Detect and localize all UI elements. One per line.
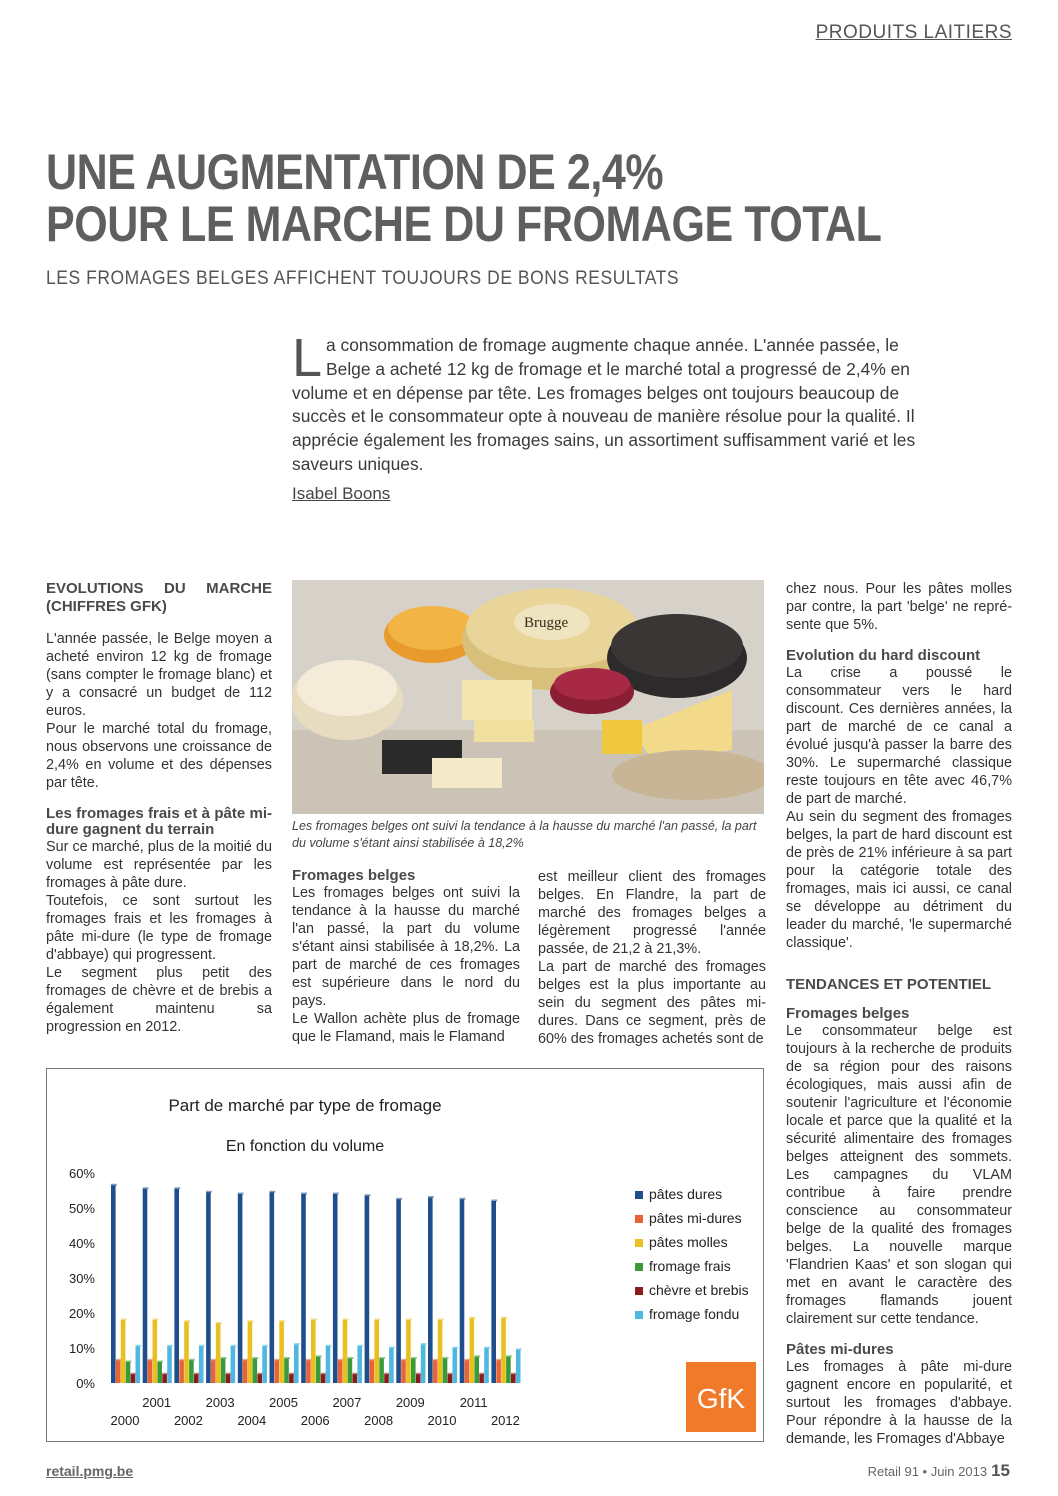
bar-top (516, 1348, 522, 1350)
footer-issue (868, 1461, 1010, 1481)
bar (306, 1360, 311, 1383)
bar-top (174, 1187, 180, 1189)
x-tick-label: 2009 (395, 1395, 425, 1410)
bar-top (189, 1359, 195, 1361)
bar-top (474, 1355, 480, 1357)
bar-top (491, 1200, 497, 1202)
bar-top (199, 1345, 205, 1347)
bar (316, 1357, 321, 1383)
bar (289, 1374, 294, 1383)
x-tick-label: 2001 (142, 1395, 172, 1410)
bar (111, 1185, 116, 1383)
bar (194, 1374, 199, 1383)
bar-top (143, 1187, 149, 1189)
bar (311, 1320, 316, 1383)
bar (474, 1357, 479, 1383)
bar (184, 1322, 189, 1383)
footer-site-link[interactable]: retail.pmg.be (46, 1463, 134, 1479)
bar (443, 1359, 448, 1384)
col1-paragraph-4: Toutefois, ce sont surtout les fromages frais et les fromages à pâte mi-dure (le type de fromage d'abbaye) qui progressent. (46, 893, 272, 963)
title-line-2: POUR LE MARCHE DU FROMAGE TOTAL (46, 196, 882, 252)
bar-top (421, 1343, 427, 1345)
bar (453, 1348, 458, 1383)
bar (516, 1350, 521, 1383)
author-link[interactable]: Isabel Boons (292, 484, 391, 503)
bar-top (438, 1319, 444, 1321)
bar-top (231, 1345, 237, 1347)
heading-semi-hard: Pâtes mi-dures (786, 1341, 894, 1358)
bar (321, 1374, 326, 1383)
bar-top (484, 1347, 490, 1349)
bar (333, 1194, 338, 1383)
chart-frame (46, 1068, 764, 1442)
bar (326, 1346, 331, 1383)
x-tick-label: 2012 (490, 1413, 520, 1428)
bar (199, 1346, 204, 1383)
x-tick-label: 2006 (300, 1413, 330, 1428)
heading-hard-discount: Evolution du hard discount (786, 647, 981, 664)
bar-top (406, 1319, 412, 1321)
bar-top (126, 1361, 132, 1363)
col4-paragraph-1: chez nous. Pour les pâtes molles par contre, la part 'belge' ne représente que 5%. (786, 581, 1012, 633)
bar (248, 1322, 253, 1383)
bar (174, 1189, 179, 1383)
bar (365, 1196, 370, 1383)
bar-top (506, 1355, 512, 1357)
bar (131, 1374, 136, 1383)
chart-subtitle: En fonction du volume (225, 1138, 385, 1155)
heading-belgian-cheese-2: Fromages belges (786, 1005, 910, 1022)
bar (262, 1346, 267, 1383)
gfk-logo (686, 1362, 756, 1432)
y-tick-label: 30% (68, 1271, 95, 1286)
bar (484, 1348, 489, 1383)
bar (226, 1374, 231, 1383)
col4-paragraph-5: Les fromages à pâte mi-dure gagnent encore en popularité, et surtout les fromages d'abbaye. Pour répondre à la hausse de la demande, les Fromages d'Abbaye (786, 1359, 1012, 1447)
legend-label: chèvre et brebis (649, 1282, 749, 1298)
x-tick-label: 2000 (110, 1413, 140, 1428)
photo-label: Brugge (524, 615, 569, 631)
bar (206, 1192, 211, 1383)
bar (428, 1198, 433, 1384)
footer-issue-text: Retail 91 • Juin 2013 (867, 1464, 988, 1479)
legend-swatch (635, 1263, 643, 1271)
x-tick-label: 2007 (332, 1395, 362, 1410)
col1-paragraph-2: Pour le marché total du fromage, nous observons une croissance de 2,4% en volume et des dépenses par tête. (46, 721, 272, 791)
bar (379, 1359, 384, 1384)
x-tick-label: 2002 (173, 1413, 203, 1428)
x-tick-label: 2008 (364, 1413, 394, 1428)
bar-top (470, 1317, 476, 1319)
bar (401, 1360, 406, 1383)
bar-top (333, 1193, 339, 1195)
bar-top (343, 1319, 349, 1321)
bar-top (501, 1317, 507, 1319)
bar-top (248, 1320, 254, 1322)
col2-paragraph-2: Le Wallon achète plus de fromage que le Flamand, mais le Flamand (292, 1011, 520, 1045)
column-3 (538, 868, 766, 1048)
bar (343, 1320, 348, 1383)
column-4 (786, 580, 1012, 1448)
bar (338, 1360, 343, 1383)
bar (136, 1346, 141, 1383)
bar (143, 1189, 148, 1383)
bar (270, 1192, 275, 1383)
bar-top (157, 1361, 163, 1363)
bar (211, 1360, 216, 1383)
bar-top (262, 1345, 268, 1347)
bar (501, 1318, 506, 1383)
column-1 (46, 580, 272, 1036)
bar-top (374, 1319, 380, 1321)
bar-top (279, 1320, 285, 1322)
x-tick-label: 2004 (237, 1413, 267, 1428)
bar (491, 1201, 496, 1383)
bar (396, 1199, 401, 1383)
legend-label: fromage frais (649, 1258, 731, 1274)
bar (470, 1318, 475, 1383)
y-tick-label: 60% (68, 1166, 95, 1181)
col2-paragraph-1: Les fromages belges ont suivi la tendance à la hausse du marché l'an passé, la part du volume s'étant ainsi stabilisée à 18,2%. La part de marché de ces fromages est supérieure dans le nord du pays. (292, 885, 520, 1009)
legend-swatch (635, 1191, 643, 1199)
title-line-1: UNE AUGMENTATION DE 2,4% (46, 144, 664, 200)
col1-paragraph-5: Le segment plus petit des fromages de chèvre et de brebis a également maintenu sa progression en 2012. (46, 965, 272, 1035)
intro-text: a consommation de fromage augmente chaque année. L'année passée, le Belge a acheté 12 kg de fromage et le marché total a progressé de 2,4% en volume et en dépense par tête. Les fromages belges ont toujours beaucoup de succès et le consommateur opte à nouveau de manière résolue pour la qualité. Il apprécie également les fromages sains, un assortiment suffisamment varié et les saveurs uniques. (292, 335, 916, 474)
col1-paragraph-1: L'année passée, le Belge moyen a acheté environ 12 kg de fromage (sans compter le fromage blanc) et y a consacré un budget de 112 euros. (46, 631, 272, 719)
bar (421, 1345, 426, 1384)
legend-swatch (635, 1239, 643, 1247)
bar-top (270, 1191, 276, 1193)
bar (162, 1374, 167, 1383)
intro-dropcap: L (292, 328, 323, 388)
bar-top (453, 1347, 459, 1349)
bar (389, 1348, 394, 1383)
bar-top (121, 1319, 127, 1321)
bar (148, 1360, 153, 1383)
bar (357, 1346, 362, 1383)
bar (253, 1359, 258, 1384)
bar (348, 1359, 353, 1384)
bar (284, 1359, 289, 1384)
x-tick-label: 2005 (269, 1395, 298, 1410)
bar-top (111, 1184, 117, 1186)
col4-paragraph-4: Le consommateur belge est toujours à la recherche de produits de sa région pour des raisons écologiques, mais aussi afin de soutenir l'agriculture et l'économie locale et parce que la qualité et la sécurité alimentaire des fromages belges atteignent des sommets. Les campagnes du VLAM contribue à faire prendre conscience au consommateur belge de la qualité des fromages belges. La nouvelle marque 'Flandrien Kaas' et son slogan qui met en avant le caractère des fromages flamands jouent clairement sur cette tendance. (786, 1023, 1012, 1327)
col4-paragraph-2: La crise a poussé le consommateur vers le hard discount. Ces dernières années, la part de marché de ce canal a évolué jusqu'à passer la barre des 30%. Le supermarché classique reste toujours en tête avec 46,7% de part de marché. (786, 665, 1012, 807)
bar-top (153, 1319, 159, 1321)
bar (416, 1374, 421, 1383)
bar-top (301, 1193, 307, 1195)
bar (511, 1374, 516, 1383)
bar-top (396, 1198, 402, 1200)
bar (157, 1362, 162, 1383)
legend-label: pâtes mi-dures (649, 1210, 742, 1226)
bar-top (365, 1194, 371, 1196)
bar (279, 1322, 284, 1383)
bar (243, 1360, 248, 1383)
bar (411, 1359, 416, 1384)
gfk-logo-text: GfK (696, 1383, 746, 1414)
bar (496, 1360, 501, 1383)
legend-label: pâtes molles (649, 1234, 728, 1250)
bar (121, 1320, 126, 1383)
y-tick-label: 40% (68, 1236, 95, 1251)
bar-top (411, 1357, 417, 1359)
bar (506, 1357, 511, 1383)
bar-top (443, 1357, 449, 1359)
market-share-chart (47, 1069, 763, 1441)
chart-title: Part de marché par type de fromage (168, 1096, 442, 1115)
legend-swatch (635, 1311, 643, 1319)
article-subtitle: LES FROMAGES BELGES AFFICHENT TOUJOURS DE BONS RESULTATS (46, 268, 680, 289)
bar (231, 1346, 236, 1383)
bar (406, 1320, 411, 1383)
bar-top (136, 1345, 142, 1347)
bar (301, 1194, 306, 1383)
legend-label: pâtes dures (649, 1186, 723, 1202)
bar-top (460, 1198, 466, 1200)
page-number: 15 (991, 1461, 1010, 1480)
legend-swatch (635, 1287, 643, 1295)
bar-top (216, 1322, 222, 1324)
col4-paragraph-3: Au sein du segment des fromages belges, la part de hard discount est de près de 21% inférieure à sa part pour la catégorie totale des fromages, mais ici aussi, ce canal se développe au détriment du leader du marché, 'le supermarché classique'. (786, 809, 1012, 951)
col3-paragraph-2: La part de marché des fromages belges est la plus importante au sein du segment des pâtes mi-dures. Dans ce segment, près de 60% des fromages achetés sont de (538, 959, 766, 1047)
y-tick-label: 20% (68, 1306, 95, 1321)
bar-top (221, 1357, 227, 1359)
legend-swatch (635, 1215, 643, 1223)
bar (153, 1320, 158, 1383)
heading-trends: TENDANCES ET POTENTIEL (786, 976, 992, 993)
bar (167, 1346, 172, 1383)
bar-top (238, 1193, 244, 1195)
x-tick-label: 2011 (459, 1395, 488, 1410)
heading-belgian-cheese: Fromages belges (292, 867, 416, 884)
heading-fresh-cheese: Les fromages frais et à pâte mi-dure gagnent du terrain (46, 805, 272, 838)
bar-top (316, 1355, 322, 1357)
bar (438, 1320, 443, 1383)
x-tick-label: 2010 (427, 1413, 457, 1428)
heading-market-evolution: EVOLUTIONS DU MARCHE (CHIFFRES GFK) (46, 580, 272, 615)
article-title (46, 144, 882, 252)
intro-paragraph (292, 328, 940, 477)
bar (465, 1360, 470, 1383)
legend-label: fromage fondu (649, 1306, 740, 1322)
bar-top (184, 1320, 190, 1322)
bar (257, 1374, 262, 1383)
bar (479, 1374, 484, 1383)
bar (221, 1359, 226, 1384)
bar (294, 1345, 299, 1384)
bar-top (167, 1345, 173, 1347)
bar (353, 1374, 358, 1383)
bar-top (428, 1196, 434, 1198)
cheese-photo-illustration (292, 580, 764, 814)
cheese-photo (292, 580, 764, 814)
bar (448, 1374, 453, 1383)
bar-top (311, 1319, 317, 1321)
bar-top (357, 1345, 363, 1347)
x-tick-label: 2003 (205, 1395, 235, 1410)
y-tick-label: 10% (68, 1341, 95, 1356)
bar (274, 1360, 279, 1383)
section-tag: PRODUITS LAITIERS (815, 22, 1012, 43)
col3-paragraph-1: est meilleur client des fromages belges. En Flandre, la part de marché des fromages belges a légèrement progressé l'année passée, de 21,2 à 21,3%. (538, 869, 766, 957)
bar (374, 1320, 379, 1383)
bar-top (284, 1357, 290, 1359)
bar (433, 1360, 438, 1383)
y-tick-label: 50% (68, 1201, 95, 1216)
bar (460, 1199, 465, 1383)
bar (238, 1194, 243, 1383)
bar (384, 1374, 389, 1383)
bar-top (294, 1343, 300, 1345)
bar-top (253, 1357, 259, 1359)
bar (189, 1360, 194, 1383)
bar (126, 1362, 131, 1383)
bar-top (348, 1357, 354, 1359)
bar (216, 1324, 221, 1384)
y-tick-label: 0% (76, 1376, 95, 1391)
bar-top (326, 1345, 332, 1347)
bar-top (206, 1191, 212, 1193)
col1-paragraph-3: Sur ce marché, plus de la moitié du volume est représentée par les fromages à pâte dure. (46, 839, 272, 891)
bar (116, 1360, 121, 1383)
column-2 (292, 868, 520, 1046)
bar (179, 1360, 184, 1383)
bar-top (379, 1357, 385, 1359)
bar-top (389, 1347, 395, 1349)
photo-caption: Les fromages belges ont suivi la tendance à la hausse du marché l'an passé, la part du volume s'étant ainsi stabilisée à 18,2% (292, 819, 757, 850)
bar (370, 1360, 375, 1383)
